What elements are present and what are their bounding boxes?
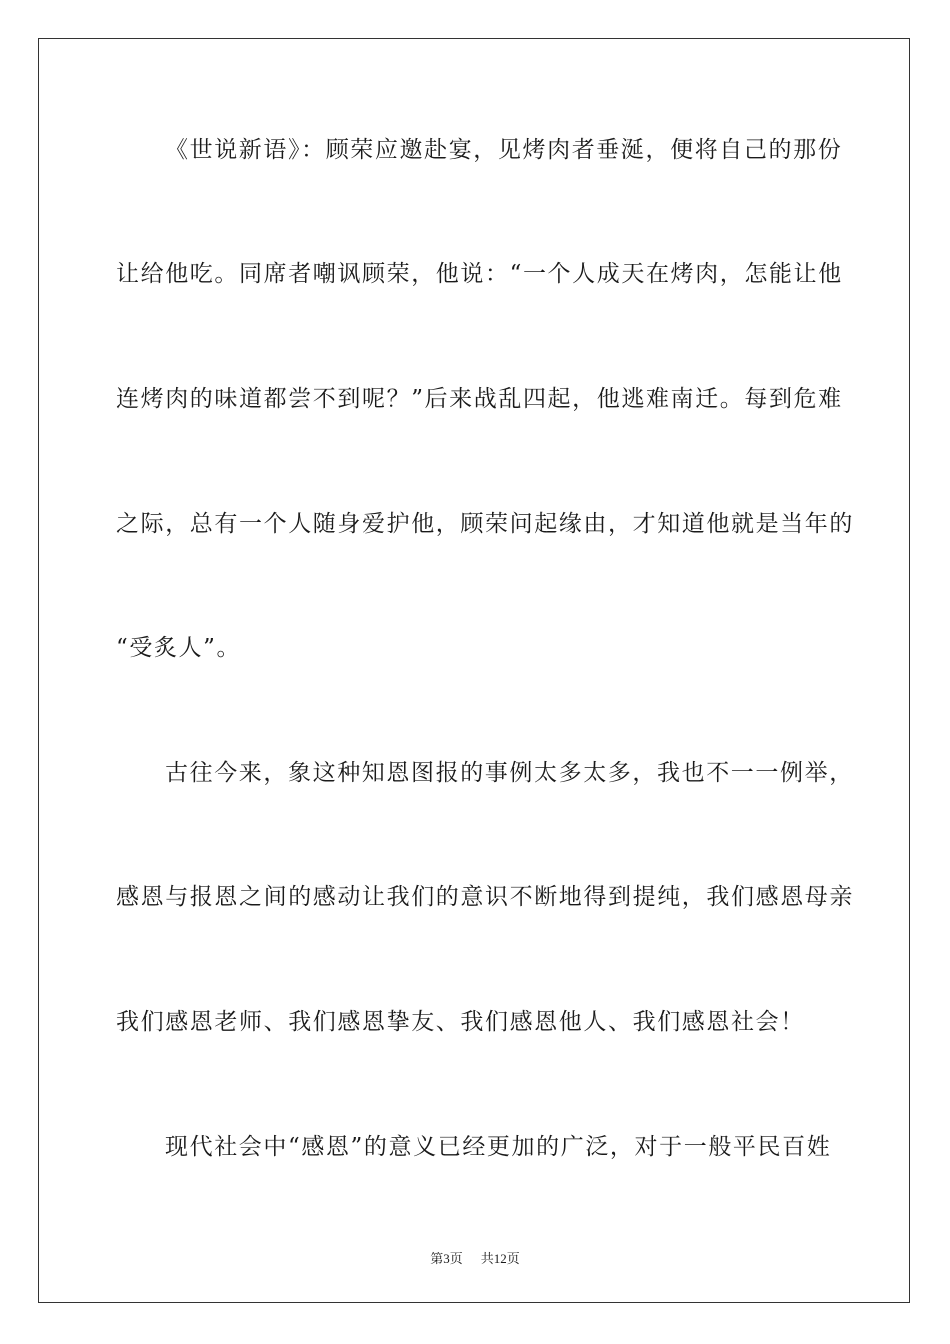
text-line-8: 我们感恩老师、我们感恩挚友、我们感恩他人、我们感恩社会！: [116, 1009, 805, 1035]
page-border: [38, 38, 910, 1303]
text-line-9: 现代社会中“感恩”的意义已经更加的广泛，对于一般平民百姓: [165, 1134, 832, 1160]
text-line-7: 感恩与报恩之间的感动让我们的意识不断地得到提纯，我们感恩母亲: [116, 884, 854, 910]
text-line-6: 古往今来，象这种知恩图报的事例太多太多，我也不一一例举，: [165, 760, 854, 786]
page-total: 共12页: [480, 1251, 520, 1266]
page-footer: [0, 1248, 950, 1267]
text-line-4: 之际，总有一个人随身爱护他，顾荣问起缘由，才知道他就是当年的: [116, 511, 854, 537]
text-line-1: 《世说新语》：顾荣应邀赴宴，见烤肉者垂涎，便将自己的那份: [165, 137, 843, 163]
text-line-2: 让给他吃。同席者嘲讽顾荣，他说：“一个人成天在烤肉，怎能让他: [116, 261, 843, 287]
page-number: 第3页: [430, 1251, 463, 1266]
text-line-5: “受炙人”。: [116, 635, 242, 661]
text-line-3: 连烤肉的味道都尝不到呢？”后来战乱四起，他逃难南迁。每到危难: [116, 386, 843, 412]
